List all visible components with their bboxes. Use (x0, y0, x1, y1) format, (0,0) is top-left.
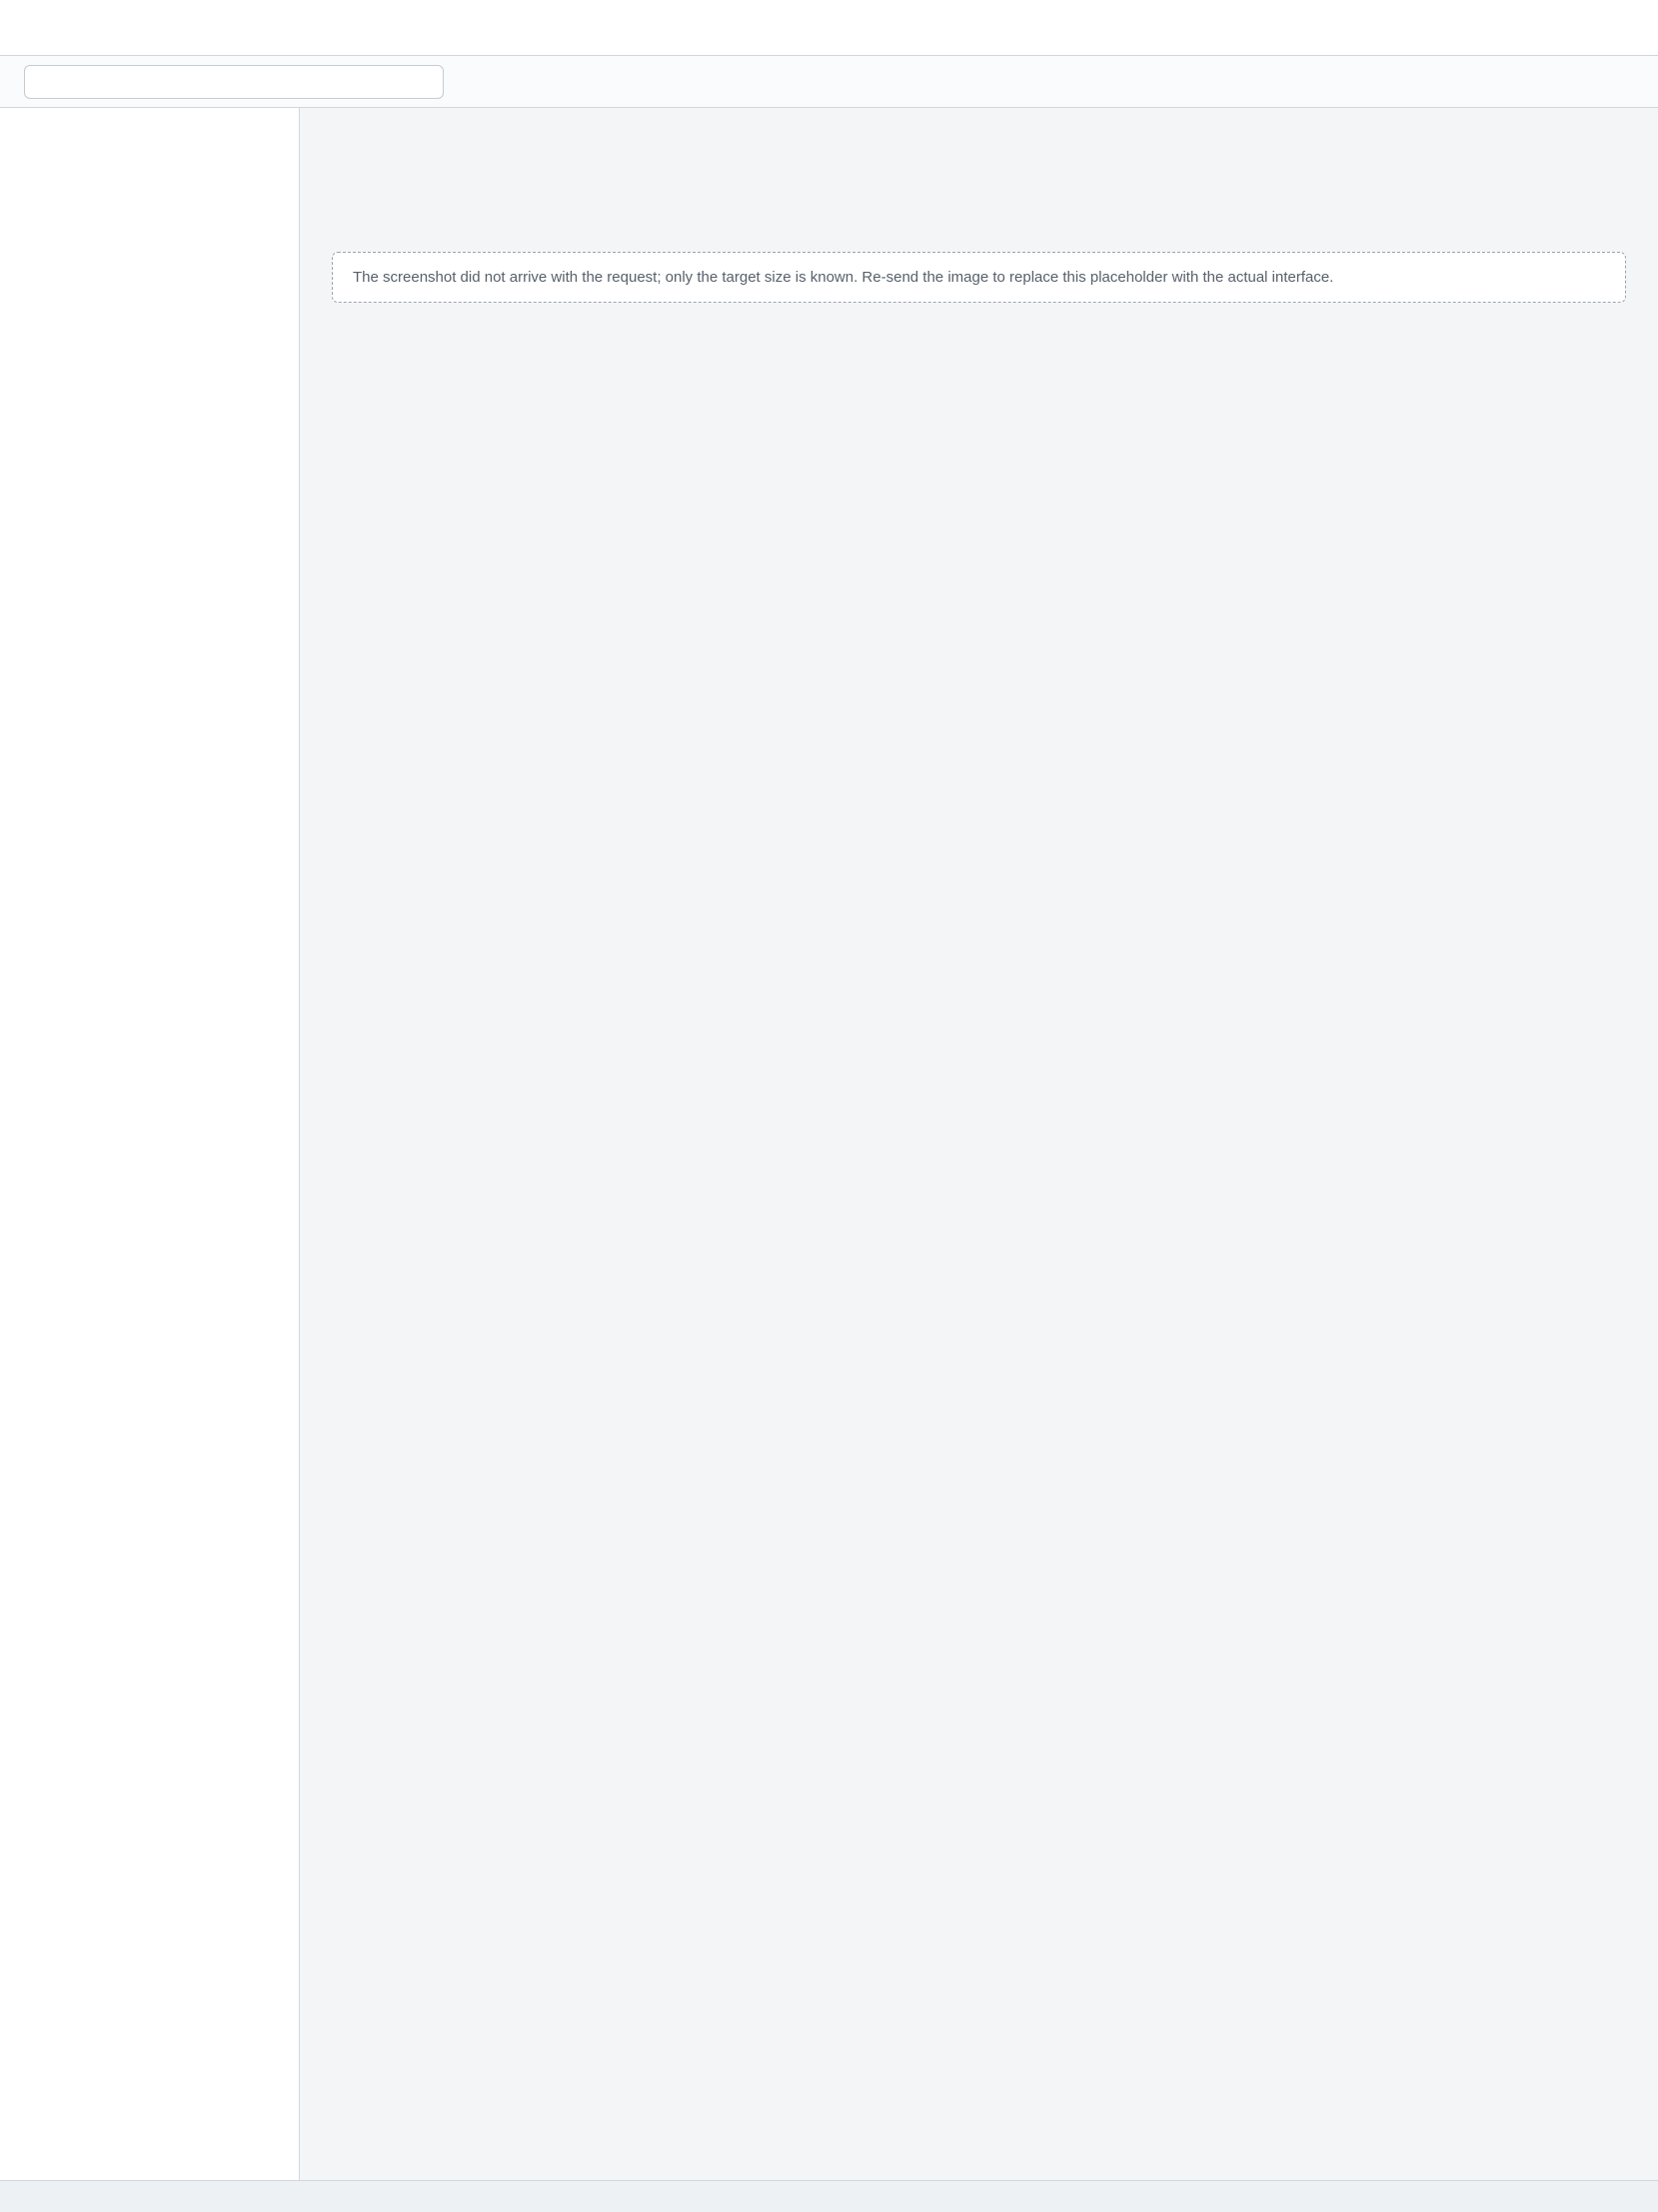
main-body-text (332, 188, 1626, 212)
status-bar (0, 2180, 1658, 2212)
toolbar (0, 56, 1658, 108)
page-title (332, 140, 1626, 172)
missing-image-notice: The screenshot did not arrive with the request; only the target size is known. Re-send the image to replace this placeholder with the actual interface. (332, 252, 1626, 303)
search-input[interactable] (24, 65, 444, 99)
content-area (0, 108, 1658, 2180)
title-bar (0, 0, 1658, 56)
sidebar (0, 108, 300, 2180)
main-panel (300, 108, 1658, 2180)
